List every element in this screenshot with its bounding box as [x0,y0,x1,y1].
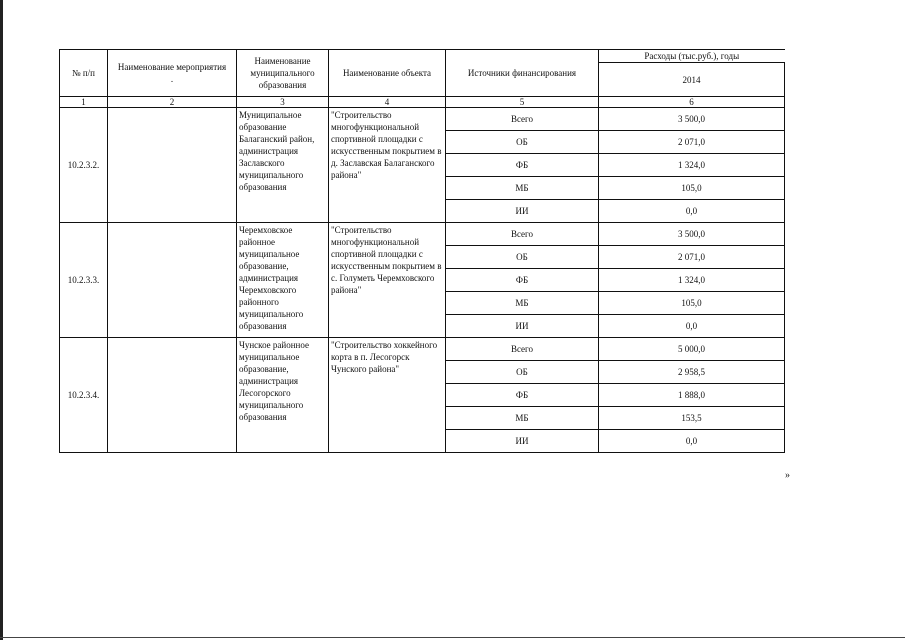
column-number: 3 [237,97,329,108]
value-cell: 1 324,0 [599,154,785,177]
budget-table [59,49,785,453]
value-cell: 1 888,0 [599,384,785,407]
value-cell: 0,0 [599,430,785,453]
row-object: "Строительство многофункциональной спортивной площадки с искусственным покрытием в с. Голуметь Черемховского района" [329,223,446,338]
table-row [60,338,785,361]
header-expense: Расходы (тыс.руб.), годы [599,50,785,63]
source-label: МБ [446,407,599,430]
table-body [60,108,785,453]
value-cell: 105,0 [599,292,785,315]
source-label: Всего [446,338,599,361]
closing-quote: » [785,470,790,481]
scan-edge-bottom [0,637,905,638]
source-label: ОБ [446,131,599,154]
value-cell: 2 958,5 [599,361,785,384]
column-number: 6 [599,97,785,108]
header-under-mark: . [170,74,174,84]
header-year: 2014 [599,63,785,97]
row-object: "Строительство многофункциональной спортивной площадки с искусственным покрытием в д. Заславская Балаганского района" [329,108,446,223]
header-event: Наименование мероприятия . [108,50,237,97]
table-row [60,108,785,131]
column-number: 1 [60,97,108,108]
source-label: МБ [446,292,599,315]
header-source: Источники финансирования [446,50,599,97]
scan-edge-left [0,0,3,640]
source-label: МБ [446,177,599,200]
header-municipality: Наименование муниципального образования [237,50,329,97]
value-cell: 0,0 [599,200,785,223]
source-label: ИИ [446,430,599,453]
value-cell: 0,0 [599,315,785,338]
source-label: ОБ [446,246,599,269]
row-object: "Строительство хоккейного корта в п. Лесогорск Чунского района" [329,338,446,453]
source-label: ФБ [446,384,599,407]
column-number: 5 [446,97,599,108]
row-event [108,108,237,223]
row-code: 10.2.3.4. [60,338,108,453]
value-cell: 153,5 [599,407,785,430]
value-cell: 105,0 [599,177,785,200]
value-cell: 5 000,0 [599,338,785,361]
row-code: 10.2.3.2. [60,108,108,223]
source-label: ОБ [446,361,599,384]
source-label: ИИ [446,315,599,338]
source-label: Всего [446,223,599,246]
source-label: ИИ [446,200,599,223]
table-row [60,223,785,246]
source-label: ФБ [446,154,599,177]
value-cell: 3 500,0 [599,223,785,246]
source-label: ФБ [446,269,599,292]
column-number: 4 [329,97,446,108]
header-object: Наименование объекта [329,50,446,97]
row-municipality: Муниципальное образование Балаганский район, администрация Заславского муниципального образования [237,108,329,223]
row-municipality: Черемховское районное муниципальное образование, администрация Черемховского районного муниципального образования [237,223,329,338]
row-municipality: Чунское районное муниципальное образование, администрация Лесогорского муниципального образования [237,338,329,453]
column-number-row [60,97,785,108]
row-event [108,338,237,453]
row-event [108,223,237,338]
source-label: Всего [446,108,599,131]
value-cell: 3 500,0 [599,108,785,131]
value-cell: 1 324,0 [599,269,785,292]
value-cell: 2 071,0 [599,246,785,269]
header-num: № п/п [60,50,108,97]
column-number: 2 [108,97,237,108]
row-code: 10.2.3.3. [60,223,108,338]
value-cell: 2 071,0 [599,131,785,154]
